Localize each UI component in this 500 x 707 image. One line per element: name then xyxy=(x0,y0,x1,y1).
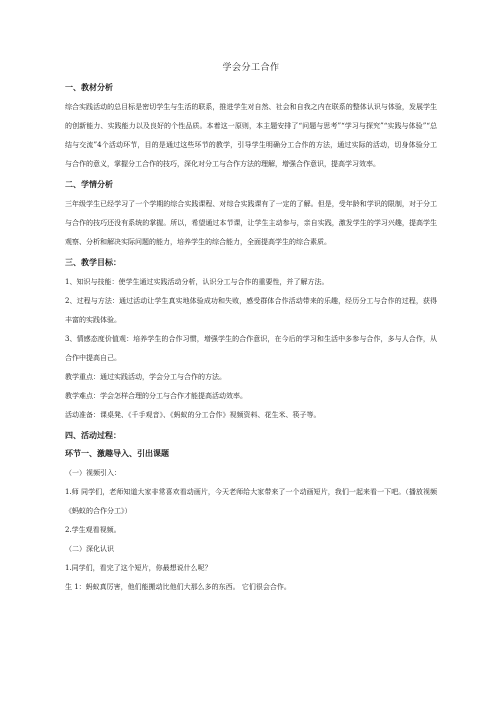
section-heading-material-analysis: 一、教材分析 xyxy=(65,83,113,92)
goal-knowledge: 1、知识与技能：使学生通过实践活动分析，认识分工与合作的重要性，并了解方法。 xyxy=(65,278,329,286)
teaching-difficulty: 教学难点：学会怎样合理的分工与合作才能提高活动效率。 xyxy=(65,392,247,400)
activity-preparation: 活动准备：课桌凳、《千手观音》、《蚂蚁的分工合作》视频资料、花生米、筷子等。 xyxy=(65,411,321,419)
section-heading-student-analysis: 二、学情分析 xyxy=(65,180,113,189)
section-heading-teaching-goals: 三、教学目标： xyxy=(65,258,121,267)
section-heading-activity-process: 四、活动过程： xyxy=(65,431,121,440)
goal-attitude: 3、情感态度价值观：培养学生的合作习惯，增强学生的合作意识，在今后的学习和生活中多参与合作，多与人合作，从合作中提高自己。 xyxy=(65,335,437,362)
paragraph-student-analysis: 三年级学生已经学习了一个学期的综合实践课程、对综合实践课有了一定的了解。但是，受年龄和学识的限制，对于分工与合作的技巧还没有系统的掌握。所以，希望通过本节课，让学生主动参与，亲自实践，激发学生的学习兴趣，提高学生观察、分析和解决实际问题的能力，培养学生的综合能力，全面提高学生的综合素质。 xyxy=(65,200,437,246)
subheading-deepen-understanding: （二）深化认识 xyxy=(65,545,114,553)
paragraph-question: 1.同学们，看完了这个短片，你最想说什么呢？ xyxy=(65,564,212,572)
paragraph-material-analysis: 综合实践活动的总目标是密切学生与生活的联系，推进学生对自然、社会和自我之内在联系的整体认识与体验，发展学生的创新能力、实践能力以及良好的个性品质。本着这一原则，本主题安排了“问题与思考”“学习与探究”“实践与体验”“总结与交流”4个活动环节，目的是通过这些环节的教学，引导学生明确分工合作的方法，通过实际的活动，切身体验分工与合作的意义，掌握分工合作的技巧，深化对分工与合作方法的理解，增强合作意识，提高学习效率。 xyxy=(65,103,437,168)
paragraph-student-answer: 生 1：蚂蚁真厉害，他们能搬动比他们大那么多的东西。 它们很会合作。 xyxy=(65,583,291,591)
goal-process: 2、过程与方法：通过活动让学生真实地体验成功和失败，感受群体合作活动带来的乐趣，经历分工与合作的过程，获得丰富的实践体验。 xyxy=(65,297,437,324)
document-title: 学会分工合作 xyxy=(222,63,280,73)
subheading-video-intro: （一）视频引入： xyxy=(65,469,121,477)
step-heading-intro: 环节一、激趣导入、引出课题 xyxy=(65,449,169,458)
teaching-key-point: 教学重点：通过实践活动，学会分工与合作的方法。 xyxy=(65,373,226,381)
document-body xyxy=(65,60,437,597)
paragraph-teacher-intro: 1.师 同学们，老师知道大家非常喜欢看动画片，今天老师给大家带来了一个动画短片，我们一起来看一下吧。（播放视频《蚂蚁的合作分工》） xyxy=(65,488,437,515)
paragraph-students-watch: 2.学生观看视频。 xyxy=(65,526,121,534)
